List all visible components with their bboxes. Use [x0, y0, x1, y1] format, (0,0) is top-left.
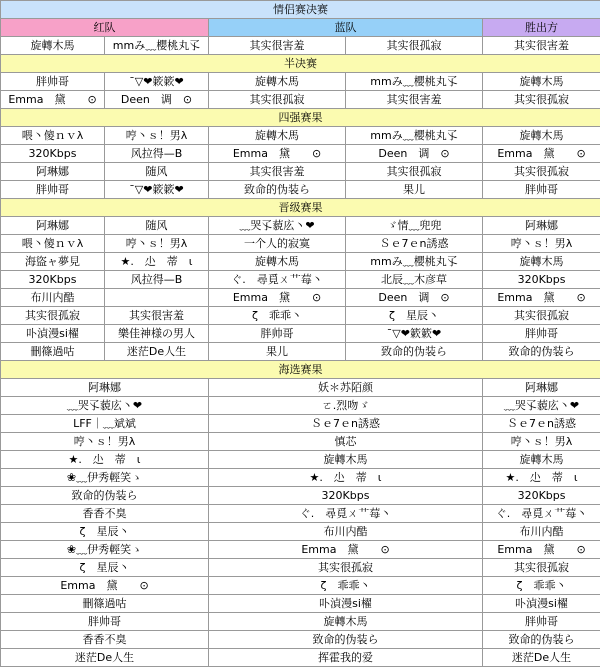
table-row [1, 145, 600, 163]
cell: 致命的伪装ら [346, 343, 483, 361]
cell: 320Kbps [483, 271, 600, 289]
cell: 阿琳娜 [1, 217, 105, 235]
cell: 致命的伪装ら [209, 181, 346, 199]
cell: 哼丶ｓ！男λ [1, 433, 209, 451]
cell: 卟湞漫si櫂 [209, 595, 483, 613]
cell: 致命的伪装ら [209, 631, 483, 649]
cell: 布川内酷 [1, 289, 105, 307]
cell: 随风 [105, 163, 209, 181]
cell: 布川内酷 [483, 523, 600, 541]
table-row [1, 577, 600, 595]
cell: 卟湞漫si櫂 [1, 325, 105, 343]
table-row [1, 217, 600, 235]
cell: 北辰﹏木彦草 [346, 271, 483, 289]
cell: 其实很害羞 [483, 37, 600, 55]
table-row [1, 487, 600, 505]
cell: 香香不臭 [1, 631, 209, 649]
cell: 其实很孤寂 [1, 307, 105, 325]
cell: 喂丶傻ｎｖλ [1, 235, 105, 253]
cell: 旋轉木馬 [483, 451, 600, 469]
header-red-team: 红队 [1, 19, 209, 37]
cell: 胖帅哥 [1, 73, 105, 91]
table-row [1, 307, 600, 325]
cell: 胖帅哥 [1, 181, 105, 199]
cell: ❀﹏伊秀輕笑ゝ [1, 469, 209, 487]
table-row [1, 397, 600, 415]
cell: ★. 尐 蒂 ι [1, 451, 209, 469]
cell: 旋轉木馬 [1, 37, 105, 55]
cell: 阿琳娜 [1, 163, 105, 181]
cell: Deen 调 ⊙ [105, 91, 209, 109]
table-row [1, 505, 600, 523]
table-row [1, 613, 600, 631]
cell: 慎芯 [209, 433, 483, 451]
cell: 其实很孤寂 [483, 559, 600, 577]
cell: 其实很害羞 [105, 307, 209, 325]
cell: 胖帅哥 [483, 613, 600, 631]
table-row [1, 325, 600, 343]
cell: ﹏哭孓藐庅丶❤ [209, 217, 346, 235]
cell: Ｓｅ7ｅn誘惑 [346, 235, 483, 253]
cell: Emma 黛 ⊙ [1, 577, 209, 595]
cell: 布川内酷 [209, 523, 483, 541]
cell: LFF｜﹏斌斌 [1, 415, 209, 433]
table-row [1, 271, 600, 289]
cell: Deen 调 ⊙ [346, 289, 483, 307]
cell: Emma 黛 ⊙ [209, 541, 483, 559]
cell: mmみ﹏櫻桃丸孓 [346, 127, 483, 145]
section-title: 海选赛果 [1, 361, 600, 379]
table-row [1, 379, 600, 397]
table-row [1, 415, 600, 433]
table-row [1, 73, 600, 91]
cell: 320Kbps [1, 271, 105, 289]
cell: 哼丶ｓ！男λ [105, 235, 209, 253]
cell: 旋轉木馬 [209, 73, 346, 91]
cell: 其实很害羞 [346, 91, 483, 109]
cell: 胖帅哥 [483, 181, 600, 199]
table-row [1, 649, 600, 667]
cell [105, 289, 209, 307]
table-row [1, 289, 600, 307]
cell: mmみ﹏櫻桃丸孓 [346, 253, 483, 271]
table-row [1, 433, 600, 451]
cell: ゞ情﹏兜兜 [346, 217, 483, 235]
cell: 其实很害羞 [209, 37, 346, 55]
table-row [1, 91, 600, 109]
table-row [1, 181, 600, 199]
table-row [1, 541, 600, 559]
cell: ˉ▽❤簌簌❤ [105, 181, 209, 199]
cell: ζ 星辰丶 [346, 307, 483, 325]
section-header-row [1, 199, 600, 217]
cell: Emma 黛 ⊙ [1, 91, 105, 109]
table-row [1, 343, 600, 361]
table-row [1, 235, 600, 253]
cell: 旋轉木馬 [483, 253, 600, 271]
cell: ★. 尐 蒂 ι [209, 469, 483, 487]
cell: ﹏哭孓藐庅丶❤ [483, 397, 600, 415]
table-row [1, 451, 600, 469]
cell: 随风 [105, 217, 209, 235]
cell: 旋轉木馬 [209, 253, 346, 271]
section-header-row [1, 361, 600, 379]
cell: 阿琳娜 [1, 379, 209, 397]
cell: 致命的伪装ら [483, 343, 600, 361]
cell: 其实很害羞 [209, 163, 346, 181]
cell: ˉ▽❤簌簌❤ [105, 73, 209, 91]
cell: Ｓｅ7ｅn誘惑 [483, 415, 600, 433]
cell: ★. 尐 蒂 ι [105, 253, 209, 271]
cell: ζ 星辰丶 [1, 559, 209, 577]
cell: 胖帅哥 [1, 613, 209, 631]
cell: 樂佳神様の男人 [105, 325, 209, 343]
cell: ζ 星辰丶 [1, 523, 209, 541]
cell: ぐ. 尋覓ㄨ艹莓丶 [209, 505, 483, 523]
cell: 哼丶ｓ！男λ [483, 433, 600, 451]
cell: ぐ. 尋覓ㄨ艹莓丶 [209, 271, 346, 289]
cell: ㄛ.烈吻ゞ [209, 397, 483, 415]
cell: 其实很孤寂 [346, 37, 483, 55]
table-row [1, 523, 600, 541]
cell: 喂丶傻ｎｖλ [1, 127, 105, 145]
cell: mmみ﹏櫻桃丸孓 [346, 73, 483, 91]
cell: 320Kbps [483, 487, 600, 505]
cell: 刪篠過咕 [1, 343, 105, 361]
cell: 旋轉木馬 [209, 613, 483, 631]
cell: Emma 黛 ⊙ [209, 145, 346, 163]
title-row [1, 1, 600, 19]
cell: 香香不臭 [1, 505, 209, 523]
cell: 致命的伪装ら [483, 631, 600, 649]
table-row [1, 127, 600, 145]
cell: 哼丶ｓ！男λ [105, 127, 209, 145]
cell: 致命的伪装ら [1, 487, 209, 505]
table-row [1, 631, 600, 649]
cell: Emma 黛 ⊙ [483, 145, 600, 163]
section-title: 四强赛果 [1, 109, 600, 127]
cell: 旋轉木馬 [209, 127, 346, 145]
table-row [1, 469, 600, 487]
cell: Ｓｅ7ｅn誘惑 [209, 415, 483, 433]
cell: 其实很孤寂 [209, 91, 346, 109]
table-row [1, 595, 600, 613]
cell: 风拉得—B [105, 271, 209, 289]
cell: 妖＊苏陌颜 [209, 379, 483, 397]
cell: 其实很孤寂 [209, 559, 483, 577]
page-title: 情侣赛决赛 [1, 1, 600, 19]
final-row [1, 37, 600, 55]
header-winner: 胜出方 [483, 19, 600, 37]
cell: 其实很孤寂 [483, 163, 600, 181]
section-header-row [1, 109, 600, 127]
header-row [1, 19, 600, 37]
section-title: 半决赛 [1, 55, 600, 73]
cell: 胖帅哥 [483, 325, 600, 343]
cell: ˉ▽❤簌簌❤ [346, 325, 483, 343]
cell: 哼丶ｓ！男λ [483, 235, 600, 253]
cell: 其实很孤寂 [483, 91, 600, 109]
cell: 卟湞漫si櫂 [483, 595, 600, 613]
cell: 迷茫De人生 [1, 649, 209, 667]
cell: 阿琳娜 [483, 379, 600, 397]
cell: ζ 乖乖丶 [209, 577, 483, 595]
cell: ﹏哭孓藐庅丶❤ [1, 397, 209, 415]
cell: Deen 调 ⊙ [346, 145, 483, 163]
cell: mmみ﹏櫻桃丸孓 [105, 37, 209, 55]
cell: Emma 黛 ⊙ [209, 289, 346, 307]
cell: 阿琳娜 [483, 217, 600, 235]
cell: 果儿 [209, 343, 346, 361]
cell: 迷茫De人生 [483, 649, 600, 667]
section-header-row [1, 55, 600, 73]
section-title: 晋级赛果 [1, 199, 600, 217]
cell: 旋轉木馬 [209, 451, 483, 469]
cell: 320Kbps [209, 487, 483, 505]
cell: Emma 黛 ⊙ [483, 289, 600, 307]
table-row [1, 253, 600, 271]
table-row [1, 163, 600, 181]
cell: ぐ. 尋覓ㄨ艹莓丶 [483, 505, 600, 523]
cell: 果儿 [346, 181, 483, 199]
cell: 迷茫De人生 [105, 343, 209, 361]
cell: ζ 乖乖丶 [483, 577, 600, 595]
table-row [1, 559, 600, 577]
cell: 旋轉木馬 [483, 127, 600, 145]
cell: 胖帅哥 [209, 325, 346, 343]
cell: ★. 尐 蒂 ι [483, 469, 600, 487]
cell: 刪篠過咕 [1, 595, 209, 613]
cell: 其实很孤寂 [483, 307, 600, 325]
cell: 海盜ャ夢見 [1, 253, 105, 271]
cell: 风拉得—B [105, 145, 209, 163]
cell: ❀﹏伊秀輕笑ゝ [1, 541, 209, 559]
cell: 一个人的寂寞 [209, 235, 346, 253]
cell: Emma 黛 ⊙ [483, 541, 600, 559]
cell: 320Kbps [1, 145, 105, 163]
header-blue-team: 蓝队 [209, 19, 483, 37]
cell: 旋轉木馬 [483, 73, 600, 91]
cell: ζ 乖乖丶 [209, 307, 346, 325]
cell: 挥霍我的爱 [209, 649, 483, 667]
cell: 其实很孤寂 [346, 163, 483, 181]
